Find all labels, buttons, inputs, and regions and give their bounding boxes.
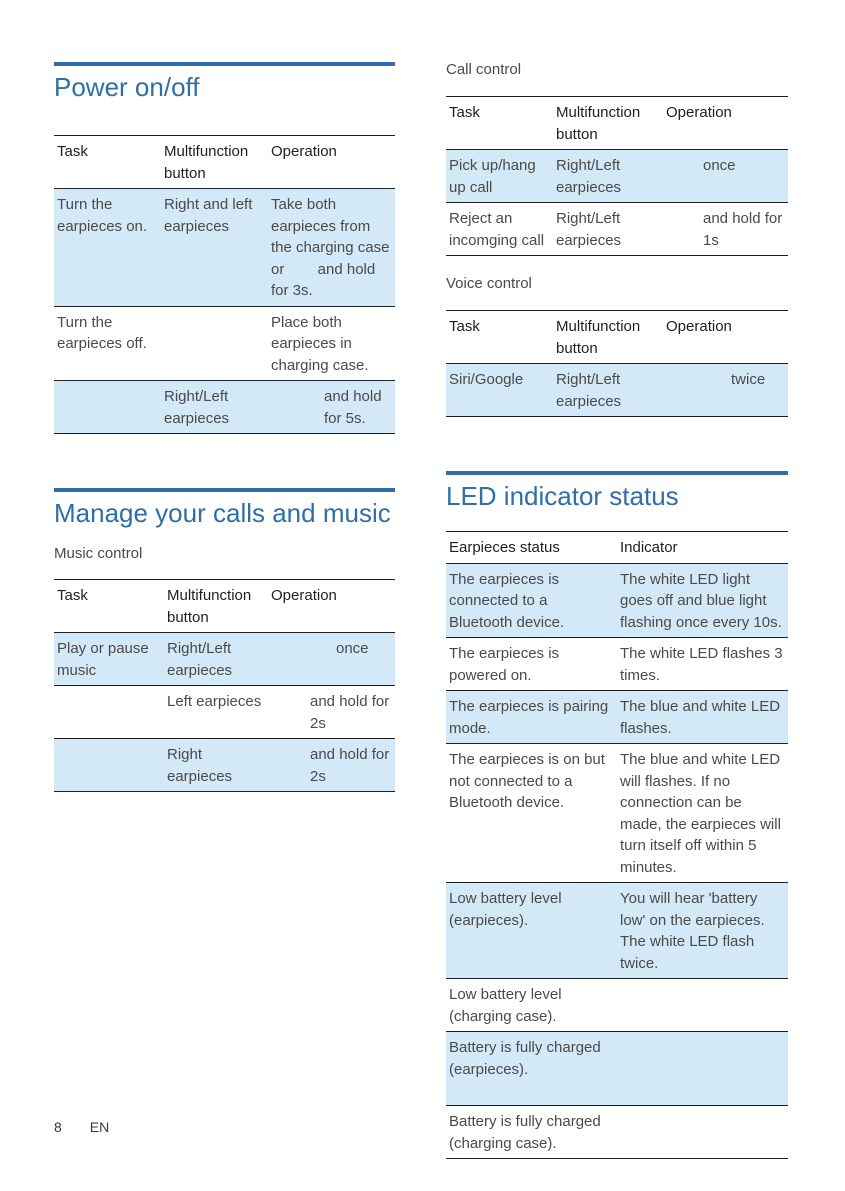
manage-title: Manage your calls and music xyxy=(54,498,391,528)
call-control-label: Call control xyxy=(446,61,522,78)
header-task: Task xyxy=(57,143,88,160)
cell-indicator: You will hear 'battery low' on the earpieces. The white LED flash twice. xyxy=(617,883,788,979)
table-header-row xyxy=(54,580,395,633)
power-table xyxy=(54,135,395,434)
cell-operation: twice xyxy=(663,364,788,417)
cell-button: Right/Left earpieces xyxy=(164,633,268,686)
right-column xyxy=(446,60,788,1159)
cell-operation: and hold for 1s xyxy=(663,203,788,256)
cell-button: Left earpieces xyxy=(164,686,268,739)
header-button: Multifunction button xyxy=(556,104,641,143)
cell-task: Reject an incomging call xyxy=(446,203,553,256)
cell-button: Right earpieces xyxy=(164,739,268,792)
cell-indicator xyxy=(617,1106,788,1159)
cell-button: Right/Left earpieces xyxy=(553,364,663,417)
table-row xyxy=(54,633,395,686)
table-header-row xyxy=(446,97,788,150)
voice-control-label: Voice control xyxy=(446,275,532,292)
left-column xyxy=(54,62,395,792)
header-button: Multifunction button xyxy=(556,318,641,357)
led-title: LED indicator status xyxy=(446,481,679,511)
manage-section-header xyxy=(54,488,395,530)
table-row xyxy=(446,364,788,417)
cell-button xyxy=(161,306,268,381)
header-operation: Operation xyxy=(271,143,337,160)
table-row xyxy=(446,638,788,691)
led-table xyxy=(446,531,788,1159)
cell-indicator xyxy=(617,979,788,1032)
power-section-header xyxy=(54,62,395,104)
table-row xyxy=(446,1032,788,1106)
cell-indicator xyxy=(617,1032,788,1106)
cell-task: Turn the earpieces on. xyxy=(54,189,161,307)
cell-task xyxy=(54,686,164,739)
call-table xyxy=(446,96,788,256)
music-control-label: Music control xyxy=(54,545,143,562)
cell-task xyxy=(54,739,164,792)
table-row xyxy=(446,979,788,1032)
cell-task: Pick up/hang up call xyxy=(446,150,553,203)
table-row xyxy=(446,563,788,638)
music-table xyxy=(54,579,395,792)
table-row xyxy=(54,381,395,434)
header-task: Task xyxy=(449,318,480,335)
cell-status: Low battery level (earpieces). xyxy=(446,883,617,979)
cell-task xyxy=(54,381,161,434)
cell-operation: once xyxy=(663,150,788,203)
table-row xyxy=(54,189,395,307)
header-status: Earpieces status xyxy=(449,539,560,556)
cell-button: Right/Left earpieces xyxy=(553,203,663,256)
led-section-header xyxy=(446,471,788,513)
table-row xyxy=(446,744,788,883)
cell-operation: and hold for 5s. xyxy=(268,381,395,434)
cell-status: Low battery level (charging case). xyxy=(446,979,617,1032)
table-row xyxy=(446,691,788,744)
cell-status: Battery is fully charged (charging case). xyxy=(446,1106,617,1159)
table-row xyxy=(446,150,788,203)
header-task: Task xyxy=(449,104,480,121)
cell-task: Siri/Google xyxy=(446,364,553,417)
header-button: Multifunction button xyxy=(167,587,252,626)
page-number: 8 xyxy=(54,1119,62,1135)
table-row xyxy=(54,686,395,739)
power-title: Power on/off xyxy=(54,72,200,102)
header-operation: Operation xyxy=(666,318,732,335)
header-indicator: Indicator xyxy=(620,539,678,556)
cell-status: The earpieces is on but not connected to a Bluetooth device. xyxy=(446,744,617,883)
cell-indicator: The white LED light goes off and blue light flashing once every 10s. xyxy=(617,563,788,638)
cell-operation: and hold for 2s xyxy=(268,686,395,739)
cell-button: Right and left earpieces xyxy=(161,189,268,307)
cell-status: Battery is fully charged (earpieces). xyxy=(446,1032,617,1106)
cell-button: Right/Left earpieces xyxy=(553,150,663,203)
table-header-row xyxy=(446,311,788,364)
cell-status: The earpieces is pairing mode. xyxy=(446,691,617,744)
page-footer xyxy=(54,1119,137,1135)
cell-task: Turn the earpieces off. xyxy=(54,306,161,381)
voice-table xyxy=(446,310,788,417)
cell-indicator: The white LED flashes 3 times. xyxy=(617,638,788,691)
table-row xyxy=(446,883,788,979)
cell-button: Right/Left earpieces xyxy=(161,381,268,434)
table-row xyxy=(54,306,395,381)
cell-indicator: The blue and white LED will flashes. If no connection can be made, the earpieces will turn itself off within 5 minutes. xyxy=(617,744,788,883)
table-header-row xyxy=(54,136,395,189)
header-operation: Operation xyxy=(271,587,337,604)
table-row xyxy=(446,203,788,256)
header-task: Task xyxy=(57,587,88,604)
cell-indicator: The blue and white LED flashes. xyxy=(617,691,788,744)
cell-status: The earpieces is powered on. xyxy=(446,638,617,691)
header-operation: Operation xyxy=(666,104,732,121)
cell-task: Play or pause music xyxy=(54,633,164,686)
cell-status: The earpieces is connected to a Bluetooth device. xyxy=(446,563,617,638)
language-code: EN xyxy=(89,1119,110,1135)
table-row xyxy=(446,1106,788,1159)
cell-operation: and hold for 2s xyxy=(268,739,395,792)
cell-operation: Place both earpieces in charging case. xyxy=(268,306,395,381)
cell-operation: Take both earpieces from the charging case or and hold for 3s. xyxy=(268,189,395,307)
cell-operation: once xyxy=(268,633,395,686)
header-button: Multifunction button xyxy=(164,143,249,182)
table-header-row xyxy=(446,532,788,564)
table-row xyxy=(54,739,395,792)
